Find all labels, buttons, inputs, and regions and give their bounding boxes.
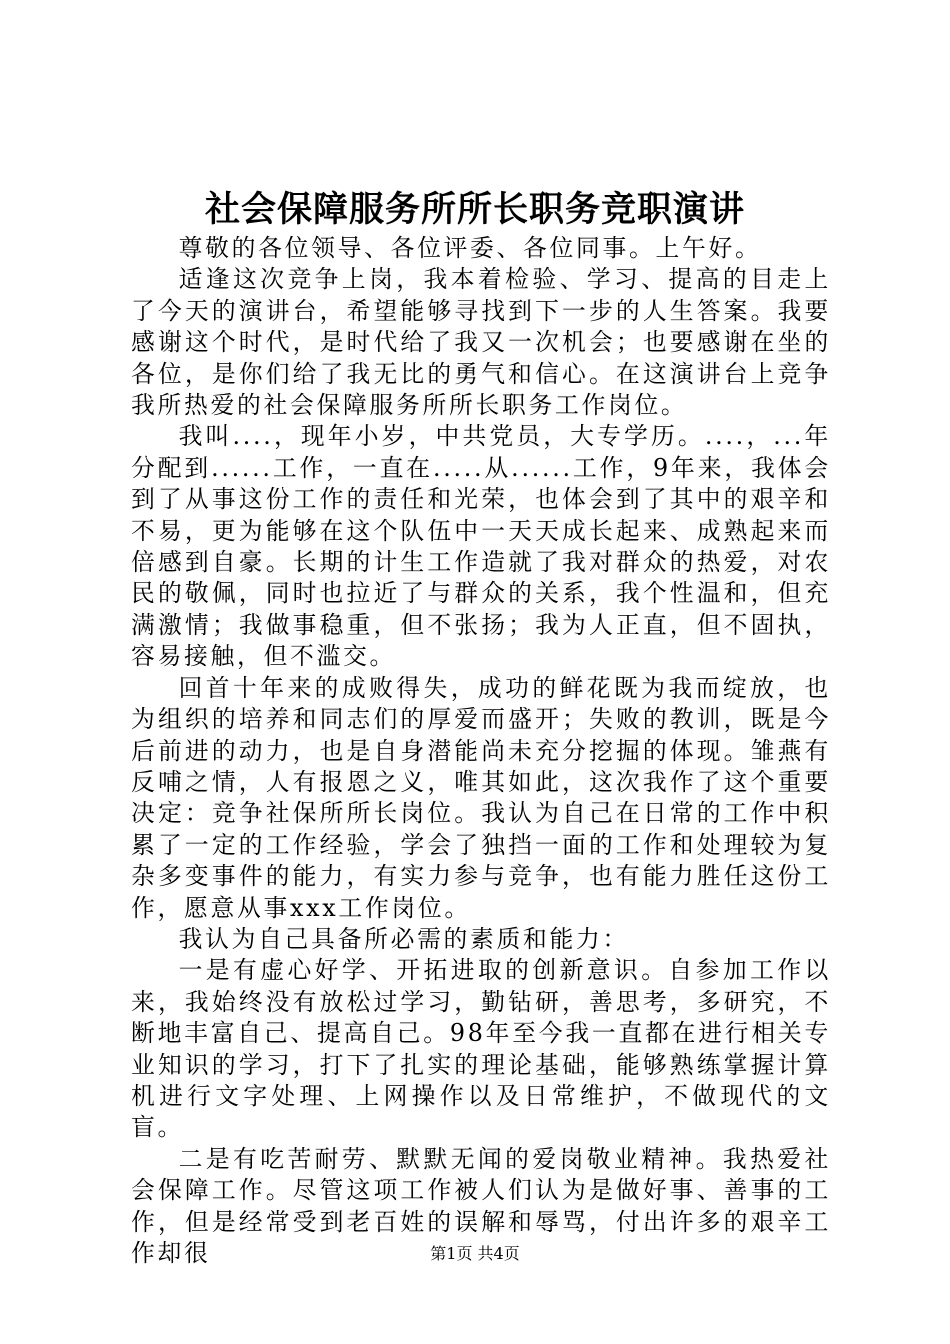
document-body <box>131 233 831 1269</box>
document-title: 社会保障服务所所长职务竞职演讲 <box>204 189 745 230</box>
paragraph-point-one: 一是有虚心好学、开拓进取的创新意识。自参加工作以来，我始终没有放松过学习，勤钻研，善思考，多研究，不断地丰富自己、提高自己。98年至今我一直都在进行相关专业知识的学习，打下了扎实的理论基础，能够熟练掌握计算机进行文字处理、上网操作以及日常维护，不做现代的文盲。 <box>131 956 831 1142</box>
paragraph-self-intro: 我叫....，现年小岁，中共党员，大专学历。....，...年分配到......工作，一直在.....从......工作，9年来，我体会到了从事这份工作的责任和光荣，也体会到了其中的艰辛和不易，更为能够在这个队伍中一天天成长起来、成熟起来而倍感到自豪。长期的计生工作造就了我对群众的热爱，对农民的敬佩，同时也拉近了与群众的关系，我个性温和，但充满激情；我做事稳重，但不张扬；我为人正直，但不固执，容易接触，但不滥交。 <box>131 422 831 671</box>
paragraph-reflection: 回首十年来的成败得失，成功的鲜花既为我而绽放，也为组织的培养和同志们的厚爱而盛开；失败的教训，既是今后前进的动力，也是自身潜能尚未充分挖掘的体现。雏燕有反哺之情，人有报恩之义，唯其如此，这次我作了这个重要决定：竞争社保所所长岗位。我认为自己在日常的工作中积累了一定的工作经验，学会了独挡一面的工作和处理较为复杂多变事件的能力，有实力参与竞争，也有能力胜任这份工作，愿意从事xxx工作岗位。 <box>131 673 831 922</box>
paragraph-greeting: 尊敬的各位领导、各位评委、各位同事。上午好。 <box>178 234 762 262</box>
paragraph-opening: 适逢这次竞争上岗，我本着检验、学习、提高的目走上了今天的演讲台，希望能够寻找到下一步的人生答案。我要感谢这个时代，是时代给了我又一次机会；也要感谢在坐的各位，是你们给了我无比的勇气和信心。在这演讲台上竞争我所热爱的社会保障服务所所长职务工作岗位。 <box>131 265 831 420</box>
paragraph-qualities-intro: 我认为自己具备所必需的素质和能力： <box>178 924 630 953</box>
paragraph-point-two: 二是有吃苦耐劳、默默无闻的爱岗敬业精神。我热爱社会保障工作。尽管这项工作被人们认为是做好事、善事的工作，但是经常受到老百姓的误解和辱骂，付出许多的艰辛工作却很 <box>131 1144 831 1267</box>
page-number: 第1页 共4页 <box>430 1244 520 1263</box>
